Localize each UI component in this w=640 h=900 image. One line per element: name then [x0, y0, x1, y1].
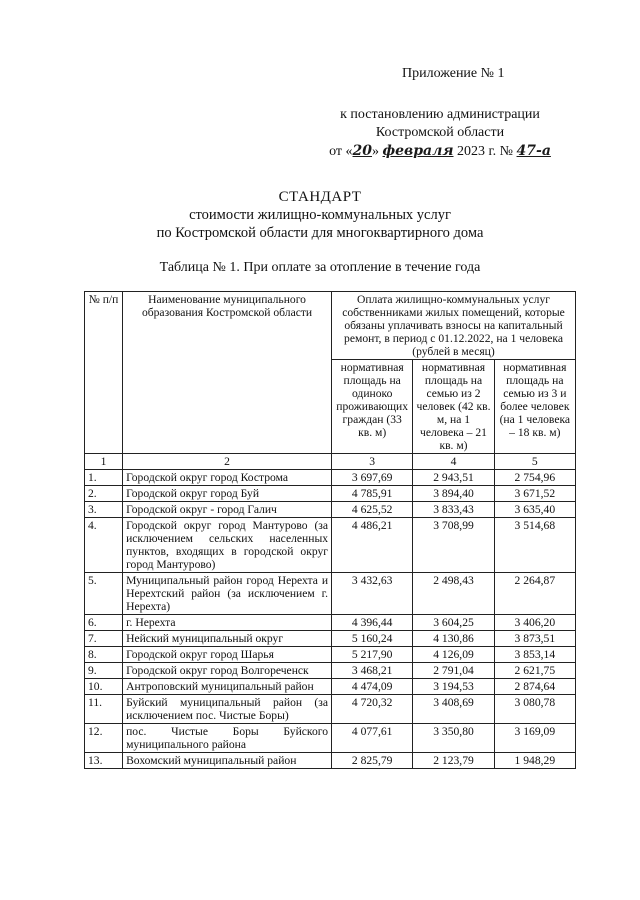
- row-number: 10.: [85, 679, 123, 695]
- value-single: 3 432,63: [332, 573, 413, 615]
- index-cell: 2: [123, 454, 332, 470]
- value-three: 3 406,20: [494, 615, 575, 631]
- header-name: Наименование муниципального образования Костромской области: [123, 292, 332, 454]
- table-row: [85, 573, 576, 615]
- value-two: 4 126,09: [413, 647, 494, 663]
- standard-table: [84, 291, 576, 769]
- municipality-name: г. Нерехта: [123, 615, 332, 631]
- decree-mid: »: [372, 144, 383, 159]
- municipality-name: Вохомский муниципальный район: [123, 753, 332, 769]
- index-row: [85, 454, 576, 470]
- decree-reference: [310, 106, 570, 161]
- value-two: 3 408,69: [413, 695, 494, 724]
- value-two: 3 833,43: [413, 502, 494, 518]
- value-three: 3 635,40: [494, 502, 575, 518]
- value-two: 2 123,79: [413, 753, 494, 769]
- municipality-name: Городской округ город Шарья: [123, 647, 332, 663]
- value-two: 2 943,51: [413, 470, 494, 486]
- title-main: СТАНДАРТ: [278, 189, 362, 205]
- header-payment: Оплата жилищно-коммунальных услуг собственниками жилых помещений, которые обязаны уплачивать взносы на капитальный ремонт, в период с 01.12.2022, на 1 человека (рублей в месяц): [332, 292, 576, 360]
- decree-number: 47-а: [516, 143, 551, 159]
- value-three: 3 671,52: [494, 486, 575, 502]
- municipality-name: Городской округ город Кострома: [123, 470, 332, 486]
- index-cell: 1: [85, 454, 123, 470]
- value-single: 5 217,90: [332, 647, 413, 663]
- decree-date-line: [310, 142, 570, 161]
- table-row: [85, 663, 576, 679]
- table-row: [85, 679, 576, 695]
- value-three: 3 853,14: [494, 647, 575, 663]
- value-three: 3 080,78: [494, 695, 575, 724]
- value-single: 3 468,21: [332, 663, 413, 679]
- value-two: 3 708,99: [413, 518, 494, 573]
- row-number: 11.: [85, 695, 123, 724]
- value-single: 4 625,52: [332, 502, 413, 518]
- table-row: [85, 631, 576, 647]
- value-two: 3 894,40: [413, 486, 494, 502]
- index-cell: 3: [332, 454, 413, 470]
- value-single: 5 160,24: [332, 631, 413, 647]
- value-three: 3 514,68: [494, 518, 575, 573]
- table-row: [85, 724, 576, 753]
- row-number: 9.: [85, 663, 123, 679]
- table-row: [85, 695, 576, 724]
- table-caption: Таблица № 1. При оплате за отопление в течение года: [159, 260, 481, 275]
- title-line-2: стоимости жилищно-коммунальных услуг: [189, 207, 451, 223]
- header-col-two: нормативная площадь на семью из 2 человек (42 кв. м, на 1 человека – 21 кв. м): [413, 360, 494, 454]
- decree-month: февраля: [382, 143, 454, 159]
- value-three: 3 873,51: [494, 631, 575, 647]
- municipality-name: Городской округ город Волгореченск: [123, 663, 332, 679]
- header-col-single: нормативная площадь на одиноко проживающих граждан (33 кв. м): [332, 360, 413, 454]
- decree-line-1: к постановлению администрации: [340, 107, 540, 122]
- title-line-3: по Костромской области для многоквартирного дома: [156, 225, 484, 241]
- row-number: 12.: [85, 724, 123, 753]
- row-number: 7.: [85, 631, 123, 647]
- value-three: 2 264,87: [494, 573, 575, 615]
- row-number: 5.: [85, 573, 123, 615]
- value-single: 4 785,91: [332, 486, 413, 502]
- row-number: 1.: [85, 470, 123, 486]
- value-three: 1 948,29: [494, 753, 575, 769]
- value-single: 4 077,61: [332, 724, 413, 753]
- row-number: 3.: [85, 502, 123, 518]
- row-number: 2.: [85, 486, 123, 502]
- table-row: [85, 502, 576, 518]
- appendix-label: Приложение № 1: [402, 66, 505, 81]
- decree-prefix: от «: [329, 144, 353, 159]
- table-row: [85, 647, 576, 663]
- table-row: [85, 470, 576, 486]
- value-single: 4 396,44: [332, 615, 413, 631]
- municipality-name: Нейский муниципальный округ: [123, 631, 332, 647]
- index-cell: 4: [413, 454, 494, 470]
- decree-year: 2023 г. №: [453, 144, 517, 159]
- header-col-three: нормативная площадь на семью из 3 и более человек (на 1 человека – 18 кв. м): [494, 360, 575, 454]
- value-three: 2 621,75: [494, 663, 575, 679]
- value-three: 2 754,96: [494, 470, 575, 486]
- table-row: [85, 518, 576, 573]
- index-cell: 5: [494, 454, 575, 470]
- value-single: 3 697,69: [332, 470, 413, 486]
- row-number: 8.: [85, 647, 123, 663]
- value-two: 3 194,53: [413, 679, 494, 695]
- value-single: 2 825,79: [332, 753, 413, 769]
- value-two: 3 350,80: [413, 724, 494, 753]
- value-two: 2 498,43: [413, 573, 494, 615]
- value-three: 2 874,64: [494, 679, 575, 695]
- municipality-name: Городской округ город Мантурово (за исключением сельских населенных пунктов, входящих в городской округ город Мантурово): [123, 518, 332, 573]
- municipality-name: Муниципальный район город Нерехта и Нерехтский район (за исключением г. Нерехта): [123, 573, 332, 615]
- municipality-name: Городской округ город Буй: [123, 486, 332, 502]
- municipality-name: пос. Чистые Боры Буйского муниципального района: [123, 724, 332, 753]
- municipality-name: Буйский муниципальный район (за исключением пос. Чистые Боры): [123, 695, 332, 724]
- value-single: 4 486,21: [332, 518, 413, 573]
- municipality-name: Городской округ - город Галич: [123, 502, 332, 518]
- table-row: [85, 486, 576, 502]
- value-two: 4 130,86: [413, 631, 494, 647]
- value-two: 3 604,25: [413, 615, 494, 631]
- decree-day: 20: [352, 143, 373, 159]
- header-no: № п/п: [85, 292, 123, 454]
- table-row: [85, 753, 576, 769]
- value-three: 3 169,09: [494, 724, 575, 753]
- row-number: 13.: [85, 753, 123, 769]
- row-number: 4.: [85, 518, 123, 573]
- value-single: 4 474,09: [332, 679, 413, 695]
- row-number: 6.: [85, 615, 123, 631]
- municipality-name: Антроповский муниципальный район: [123, 679, 332, 695]
- value-two: 2 791,04: [413, 663, 494, 679]
- table-row: [85, 615, 576, 631]
- value-single: 4 720,32: [332, 695, 413, 724]
- document-title: [0, 188, 640, 242]
- decree-line-2: Костромской области: [375, 125, 505, 140]
